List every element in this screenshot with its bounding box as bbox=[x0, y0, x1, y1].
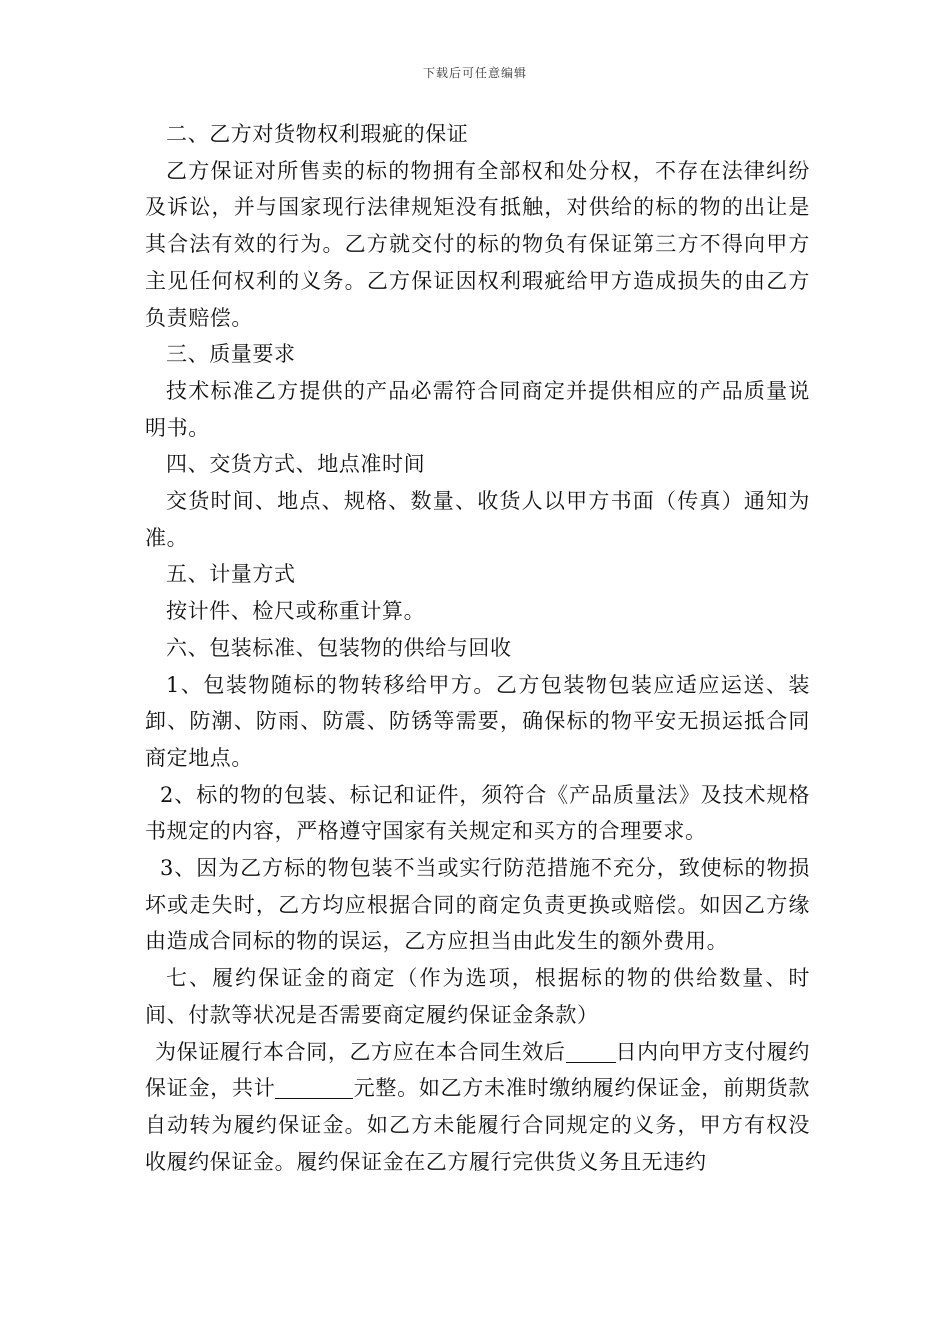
page-header-note: 下载后可任意编辑 bbox=[422, 66, 527, 80]
section-4-title: 四、交货方式、地点准时间 bbox=[166, 452, 426, 477]
section-6-item-1: 1、包装物随标的物转移给甲方。乙方包装物包装应适应运送、装卸、防潮、防雨、防震、防锈等需要，确保标的物平安无损运抵合同商定地点。 bbox=[145, 672, 810, 770]
section-2-body: 乙方保证对所售卖的标的物拥有全部权和处分权，不存在法律纠纷及诉讼，并与国家现行法律规矩没有抵触，对供给的标的物的出让是其合法有效的行为。乙方就交付的标的物负有保证第三方不得向甲方主见任何权利的义务。乙方保证因权利瑕疵给甲方造成损失的由乙方负责赔偿。 bbox=[145, 158, 810, 330]
section-3-title: 三、质量要求 bbox=[166, 342, 296, 367]
amount-blank-field bbox=[275, 1076, 353, 1099]
contract-body bbox=[145, 116, 810, 1180]
section-7-body-part-a: 为保证履行本合同，乙方应在本合同生效后 bbox=[155, 1039, 566, 1064]
section-6-item-3: 3、因为乙方标的物包装不当或实行防范措施不充分，致使标的物损坏或走失时，乙方均应根据合同的商定负责更换或赔偿。如因乙方缘由造成合同标的物的误运，乙方应担当由此发生的额外费用。 bbox=[145, 856, 810, 954]
section-6-item-2: 2、标的物的包装、标记和证件，须符合《产品质量法》及技术规格书规定的内容，严格遵守国家有关规定和买方的合理要求。 bbox=[145, 782, 810, 844]
section-7-body-part-c: 元整。如乙方未准时缴纳履约保证金，前期货款自动转为履约保证金。如乙方未能履行合同规定的义务，甲方有权没收履约保证金。履约保证金在乙方履行完供货义务且无违约 bbox=[145, 1076, 810, 1174]
days-blank-field bbox=[566, 1040, 616, 1063]
section-3-body: 技术标准乙方提供的产品必需符合同商定并提供相应的产品质量说明书。 bbox=[145, 378, 810, 440]
section-7-title: 七、履约保证金的商定（作为选项，根据标的物的供给数量、时间、付款等状况是否需要商定履约保证金条款） bbox=[145, 966, 810, 1027]
section-7-body-part-b: 日内向甲方支付履约保证金，共计 bbox=[145, 1039, 810, 1101]
section-5-title: 五、计量方式 bbox=[166, 562, 296, 587]
section-6-title: 六、包装标准、包装物的供给与回收 bbox=[166, 635, 512, 660]
section-2-title: 二、乙方对货物权利瑕疵的保证 bbox=[166, 122, 469, 146]
section-5-body: 按计件、检尺或称重计算。 bbox=[166, 599, 426, 624]
section-4-body: 交货时间、地点、规格、数量、收货人以甲方书面（传真）通知为准。 bbox=[145, 489, 810, 550]
section-7-body bbox=[145, 1034, 810, 1181]
